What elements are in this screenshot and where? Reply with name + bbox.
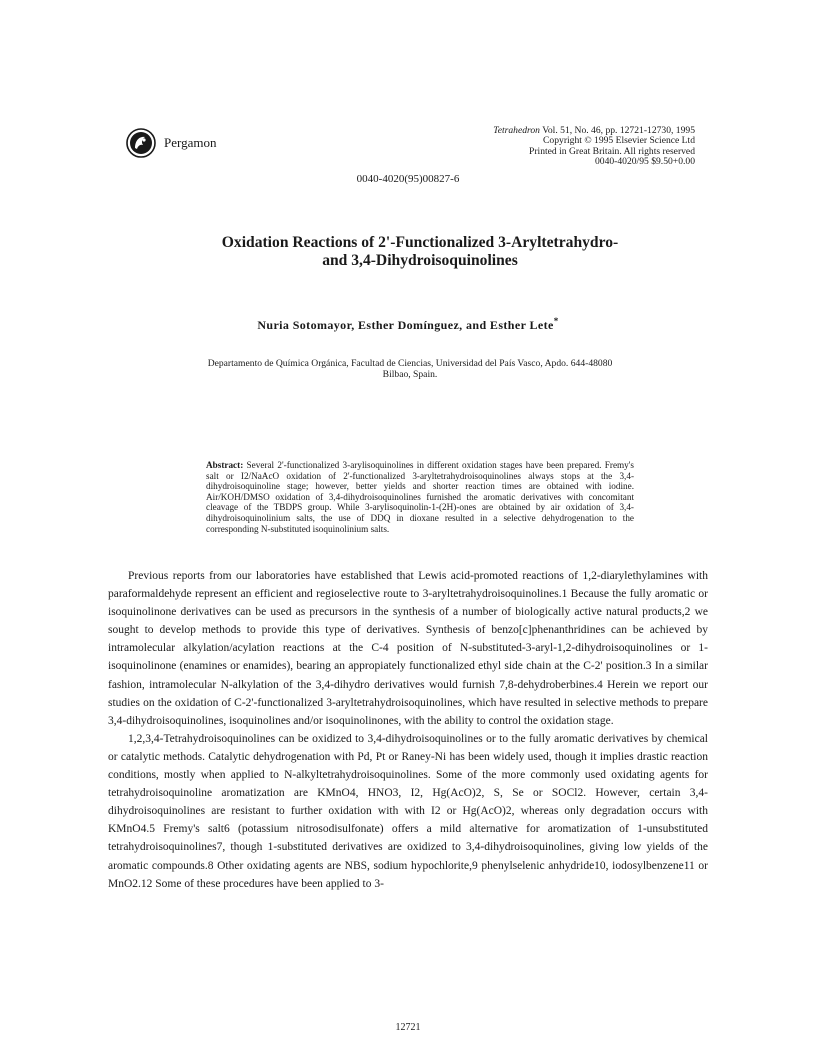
doi-identifier: 0040-4020(95)00827-6 (356, 173, 460, 185)
affiliation (190, 358, 630, 381)
body-text (108, 567, 708, 893)
author-names: Nuria Sotomayor, Esther Domínguez, and Esther Lete (257, 318, 554, 332)
publisher-name: Pergamon (164, 135, 217, 150)
affiliation-line-2: Bilbao, Spain. (382, 369, 438, 381)
title-line-1: Oxidation Reactions of 2'-Functionalized 3-Aryltetrahydro- (221, 234, 619, 251)
paragraph-2: 1,2,3,4-Tetrahydroisoquinolines can be oxidized to 3,4-dihydroisoquinolines or to the fully aromatic derivatives by chemical or catalytic methods. Catalytic dehydrogenation with Pd, Pt or Raney-Ni has been widely used, though it implies drastic reaction conditions, mostly when applied to N-alkyltetrahydroisoquinolines. Some of the more commonly used oxidating agents for tetrahydroisoquinoline aromatization are KMnO4, HNO3, I2, Hg(AcO)2, S, Se or SOCl2. However, certain 3,4-dihydroisoquinolines are resistant to further oxidation with with I2 or Hg(AcO)2, whereas only degradation occurs with KMnO4.5 Fremy's salt6 (potassium nitrosodisulfonate) offers a mild alternative for aromatization of 1-unsubstituted tetrahydroisoquinolines7, though 1-substituted derivatives are oxidized to 3,4-dihydroisoquinolines, giving low yields of the aromatic compounds.8 Other oxidating agents are NBS, sodium hypochlorite,9 phenylselenic anhydride10, iodosylbenzene11 or MnO2.12 Some of these procedures have been applied to 3- (108, 732, 708, 890)
page-number: 12721 (395, 1022, 421, 1033)
pergamon-logo-icon (126, 128, 156, 158)
abstract-label: Abstract: (206, 460, 244, 470)
author-list (0, 316, 816, 333)
abstract-text: Several 2'-functionalized 3-arylisoquinolines in different oxidation stages have been prepared. Fremy's salt or I2/NaAcO oxidation of 2'-functionalized 3-aryltetrahydroisoquinolines always stops at the 3,4-dihydroisoquinoline stage; however, better yields and shorter reaction times are obtained with iodine. Air/KOH/DMSO oxidation of 3,4-dihydroisoquinolines furnished the aromatic derivatives with concomitant cleavage of the TBDPS group. While 3-arylisoquinolin-1-(2H)-ones are obtained by air oxidation of 3,4-dihydroisoquinolinium salts, the use of DDQ in dioxane resulted in a selective dehydrogenation to the corresponding N-substituted isoquinolinium salts. (206, 460, 634, 534)
copyright-line: Copyright © 1995 Elsevier Science Ltd (543, 135, 695, 147)
paper-title (150, 234, 690, 270)
title-line-2: and 3,4-Dihydroisoquinolines (322, 252, 518, 269)
abstract (206, 460, 634, 534)
affiliation-line-1: Departamento de Química Orgánica, Facultad de Ciencias, Universidad del País Vasco, Apdo. 644-48080 (207, 358, 613, 369)
paragraph-1: Previous reports from our laboratories have established that Lewis acid-promoted reactions of 1,2-diarylethylamines with paraformaldehyde represent an efficient and regioselective route to 3-aryltetrahydroisoquinolines.1 Because the fully aromatic or isoquinolinone derivatives can be used as precursors in the synthesis of a number of biologically active natural products,2 we sought to develop methods to provide this type of derivatives. Synthesis of benzo[c]phenanthridines can be achieved by intramolecular alkylation/acylation reactions at the C-4 position of N-substituted-3-aryl-1,2-dihydroisoquinolines or 1-isoquinolinone (enamines or enamides), bearing an appropiately functionalized ethyl side chain at the C-2' position.3 In a similar fashion, intramolecular N-alkylation of the 3,4-dihydro derivatives would furnish 7,8-dehydroberbines.4 Herein we report our studies on the oxidation of C-2'-functionalized 3-aryltetrahydroisoquinolines, which have resulted in selective methods to prepare 3,4-dihydroisoquinolines, isoquinolines and/or isoquinolinones, with the ability to control the oxidation stage. (108, 570, 708, 727)
journal-info (493, 126, 695, 168)
issn-price-line: 0040-4020/95 $9.50+0.00 (594, 156, 695, 168)
journal-volume: Vol. 51, No. 46, pp. 12721-12730, 1995 (539, 125, 695, 136)
publisher-block (126, 128, 216, 158)
corresponding-author-mark: * (553, 316, 559, 326)
printed-line: Printed in Great Britain. All rights reserved (529, 145, 695, 157)
journal-name: Tetrahedron (493, 125, 540, 136)
